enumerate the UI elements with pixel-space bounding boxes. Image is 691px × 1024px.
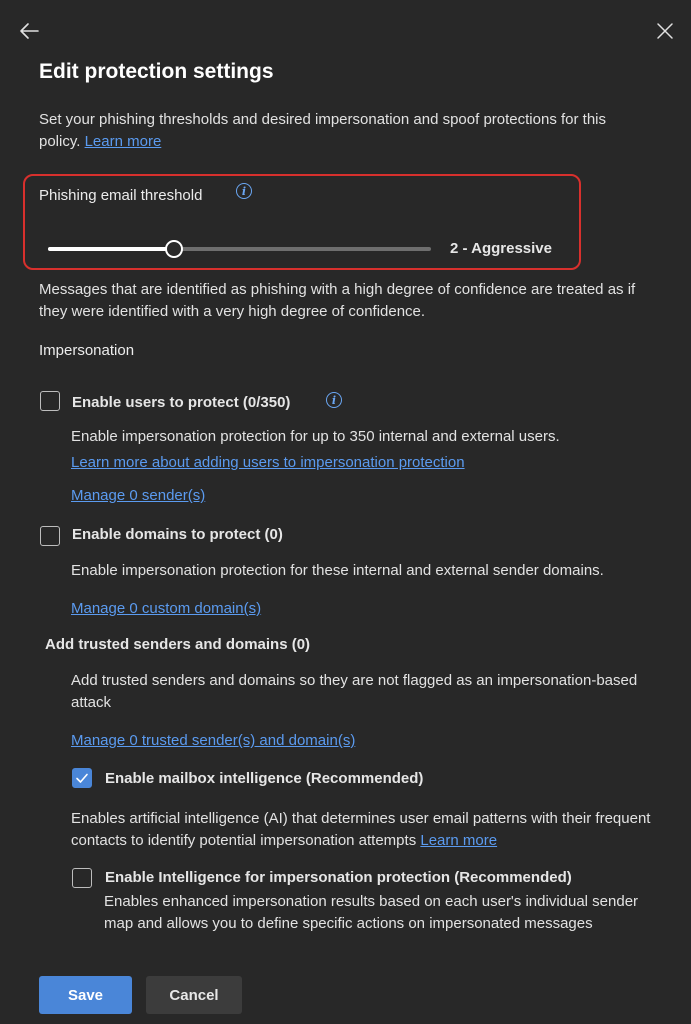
mailbox-intelligence-learn-more-link[interactable]: Learn more bbox=[420, 832, 498, 849]
save-button[interactable]: Save bbox=[39, 976, 132, 1014]
trusted-description: Add trusted senders and domains so they are not flagged as an impersonation-based attack bbox=[71, 672, 638, 711]
domains-checkbox[interactable] bbox=[40, 526, 60, 546]
impersonation-heading: Impersonation bbox=[39, 342, 135, 359]
threshold-slider-fill bbox=[48, 247, 174, 251]
users-info-icon[interactable]: i bbox=[326, 392, 342, 408]
checkmark-icon bbox=[75, 771, 89, 785]
users-learn-link[interactable]: Learn more about adding users to impersonation protection bbox=[71, 454, 465, 471]
intelligence-protection-label: Enable Intelligence for impersonation protection (Recommended) bbox=[105, 869, 572, 886]
intelligence-protection-checkbox[interactable] bbox=[72, 868, 92, 888]
domains-label: Enable domains to protect (0) bbox=[72, 526, 283, 543]
users-checkbox[interactable] bbox=[40, 391, 60, 411]
intelligence-protection-description: Enables enhanced impersonation results based on each user's individual sender map and allows you to define specific actions on impersonated messages bbox=[104, 893, 639, 932]
close-icon bbox=[656, 22, 674, 40]
intro-learn-more-link[interactable]: Learn more bbox=[84, 133, 162, 150]
back-button[interactable] bbox=[17, 19, 41, 43]
close-button[interactable] bbox=[653, 19, 677, 43]
threshold-description: Messages that are identified as phishing with a high degree of confidence are treated as if they were identified with a very high degree of confidence. bbox=[39, 281, 636, 320]
domains-description: Enable impersonation protection for these internal and external sender domains. bbox=[71, 562, 604, 579]
threshold-value: 2 - Aggressive bbox=[450, 240, 552, 257]
users-label: Enable users to protect (0/350) bbox=[72, 394, 291, 411]
intro-paragraph bbox=[39, 109, 649, 153]
mailbox-intelligence-checkbox[interactable] bbox=[72, 768, 92, 788]
mailbox-intelligence-label: Enable mailbox intelligence (Recommended) bbox=[105, 770, 424, 787]
mailbox-intelligence-paragraph bbox=[71, 808, 651, 852]
intro-text: Set your phishing thresholds and desired impersonation and spoof protections for this policy. bbox=[39, 111, 607, 150]
manage-domains-link[interactable]: Manage 0 custom domain(s) bbox=[71, 600, 262, 617]
manage-trusted-link[interactable]: Manage 0 trusted sender(s) and domain(s) bbox=[71, 732, 356, 749]
mailbox-intelligence-description: Enables artificial intelligence (AI) that determines user email patterns with their frequent contacts to identify potential impersonation attempts bbox=[71, 810, 651, 849]
threshold-label: Phishing email threshold bbox=[39, 187, 203, 204]
cancel-button[interactable]: Cancel bbox=[146, 976, 242, 1014]
users-description: Enable impersonation protection for up to 350 internal and external users. bbox=[71, 428, 560, 445]
page-title: Edit protection settings bbox=[39, 60, 274, 83]
threshold-info-icon[interactable]: i bbox=[236, 183, 252, 199]
back-arrow-icon bbox=[18, 20, 40, 42]
trusted-heading: Add trusted senders and domains (0) bbox=[45, 636, 311, 653]
manage-senders-link[interactable]: Manage 0 sender(s) bbox=[71, 487, 206, 504]
